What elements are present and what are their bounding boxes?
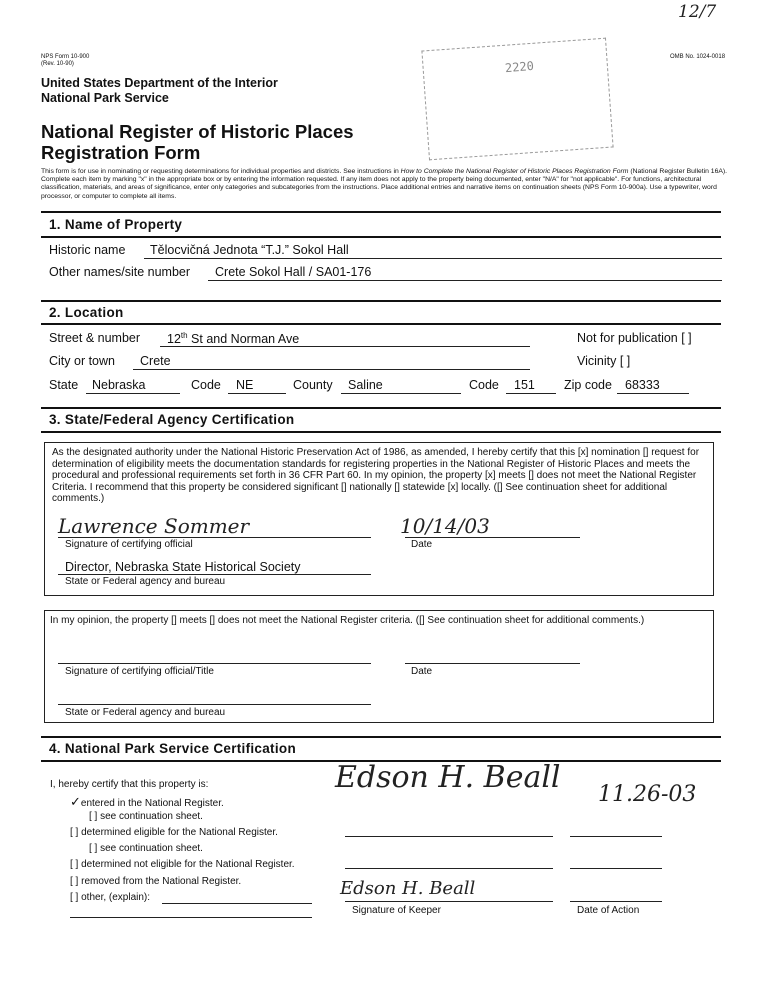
- underline: [70, 917, 312, 918]
- see-continuation-2[interactable]: [ ] see continuation sheet.: [89, 843, 203, 854]
- underline: [570, 868, 662, 869]
- removed-item[interactable]: [ ] removed from the National Register.: [70, 876, 242, 887]
- determined-eligible-item[interactable]: [ ] determined eligible for the National Register.: [70, 827, 278, 838]
- underline: [162, 903, 312, 904]
- action-date-value: 11.26-03: [598, 782, 697, 807]
- keeper-label: Signature of Keeper: [352, 905, 441, 916]
- certifying-official-signature: Lawrence Sommer: [58, 514, 250, 538]
- certifying-title-label: Signature of certifying official/Title: [65, 666, 214, 677]
- county-value[interactable]: Saline: [348, 378, 383, 392]
- department-line: United States Department of the Interior: [41, 76, 278, 90]
- certification-date-value: 10/14/03: [400, 514, 490, 538]
- not-for-publication[interactable]: Not for publication [ ]: [577, 331, 692, 345]
- received-stamp: [421, 38, 613, 161]
- underline: [345, 868, 553, 869]
- street-value[interactable]: 12th St and Norman Ave: [167, 331, 300, 347]
- county-code-label: Code: [469, 378, 499, 392]
- keeper-initials: Edson H. Beall: [340, 878, 476, 899]
- underline: [58, 704, 371, 705]
- form-title: National Register of Historic Places: [41, 121, 354, 142]
- signature-label: Signature of certifying official: [65, 539, 193, 550]
- underline: [506, 393, 556, 394]
- opinion-text: In my opinion, the property [] meets [] does not meet the National Register criteria. ([] See continuation sheet for additional comments.): [50, 615, 645, 626]
- state-code-value[interactable]: NE: [236, 378, 254, 392]
- underline: [86, 393, 180, 394]
- section-2-title: 2. Location: [49, 305, 124, 320]
- agency-label: State or Federal agency and bureau: [65, 576, 226, 587]
- underline: [160, 346, 530, 347]
- underline: [345, 836, 553, 837]
- section-3-title: 3. State/Federal Agency Certification: [49, 412, 295, 427]
- underline: [58, 663, 371, 664]
- vicinity[interactable]: Vicinity [ ]: [577, 354, 631, 368]
- other-names-value[interactable]: Crete Sokol Hall / SA01-176: [215, 265, 372, 279]
- underline: [58, 537, 371, 538]
- state-label: State: [49, 378, 79, 392]
- keeper-signature: Edson H. Beall: [335, 760, 561, 795]
- entered-item[interactable]: ✓entered in the National Register.: [70, 795, 224, 810]
- underline: [617, 393, 689, 394]
- underline: [345, 901, 553, 902]
- underline: [341, 393, 461, 394]
- underline: [133, 369, 530, 370]
- agency-value[interactable]: Director, Nebraska State Historical Society: [65, 560, 301, 574]
- county-code-value[interactable]: 151: [514, 378, 535, 392]
- underline: [58, 574, 371, 575]
- section-4-title: 4. National Park Service Certification: [49, 741, 296, 756]
- certification-text: As the designated authority under the National Historic Preservation Act of 1986, as amended, I hereby certify that this [x] nomination [] request for determination of eligibility meets the documentation standards for registering properties in the National Register of Historic Places and meets the procedural and professional requirements set forth in 36 CFR Part 60. In my opinion, the property [x] meets [] does not meet the National Register Criteria. I recommend that this property be considered significant [] nationally [] statewide [x] locally. ([] See continuation sheet for additional comments.): [52, 447, 700, 504]
- omb-number: OMB No. 1024-0018: [670, 54, 726, 60]
- agency-label-2: State or Federal agency and bureau: [65, 707, 226, 718]
- see-continuation-1[interactable]: [ ] see continuation sheet.: [89, 811, 203, 822]
- state-code-label: Code: [191, 378, 221, 392]
- nps-intro: I, hereby certify that this property is:: [50, 779, 209, 790]
- divider: [41, 300, 721, 302]
- agency-line: National Park Service: [41, 91, 169, 105]
- underline: [405, 663, 580, 664]
- state-value[interactable]: Nebraska: [92, 378, 146, 392]
- divider: [41, 211, 721, 213]
- other-names-label: Other names/site number: [49, 265, 191, 279]
- form-number: NPS Form 10-900: [41, 54, 90, 60]
- city-label: City or town: [49, 354, 115, 368]
- action-date-label: Date of Action: [577, 905, 640, 916]
- zip-value[interactable]: 68333: [625, 378, 660, 392]
- other-item[interactable]: [ ] other, (explain):: [70, 892, 151, 903]
- street-label: Street & number: [49, 331, 141, 345]
- zip-label: Zip code: [564, 378, 612, 392]
- divider: [41, 736, 721, 738]
- form-subtitle: Registration Form: [41, 142, 201, 163]
- form-revision: (Rev. 10-90): [41, 61, 74, 67]
- section-1-title: 1. Name of Property: [49, 217, 183, 232]
- historic-name-label: Historic name: [49, 243, 126, 257]
- date-label-2: Date: [411, 666, 433, 677]
- underline: [144, 258, 722, 259]
- underline: [570, 901, 662, 902]
- divider: [41, 431, 721, 433]
- historic-name-value[interactable]: Tělocvičná Jednota “T.J.” Sokol Hall: [150, 243, 349, 257]
- underline: [208, 280, 722, 281]
- underline: [405, 537, 580, 538]
- city-value[interactable]: Crete: [140, 354, 171, 368]
- divider: [41, 323, 721, 325]
- county-label: County: [293, 378, 333, 392]
- underline: [570, 836, 662, 837]
- determined-not-eligible-item[interactable]: [ ] determined not eligible for the National Register.: [70, 859, 295, 870]
- divider: [41, 407, 721, 409]
- instructions: This form is for use in nominating or requesting determinations for individual properties and districts. See instructions in How to Complete the National Register of Historic Places Registration Form (National Register Bulletin 16A). Complete each item by marking "x" in the appropriate box or by entering the information requested. If any item does not apply to the property being documented, enter "N/A" for "not applicable". For functions, architectural classification, materials, and areas of significance, enter only categories and subcategories from the instructions. Place additional entries and narrative items on continuation sheets (NPS Form 10-900a). Use a typewriter, word processor, or computer to complete all items.: [41, 168, 728, 200]
- underline: [228, 393, 286, 394]
- stamp-text: 2220: [504, 58, 535, 76]
- date-label: Date: [411, 539, 433, 550]
- corner-note: 12/7: [678, 2, 717, 22]
- check-mark-icon: ✓: [70, 795, 81, 810]
- divider: [41, 236, 721, 238]
